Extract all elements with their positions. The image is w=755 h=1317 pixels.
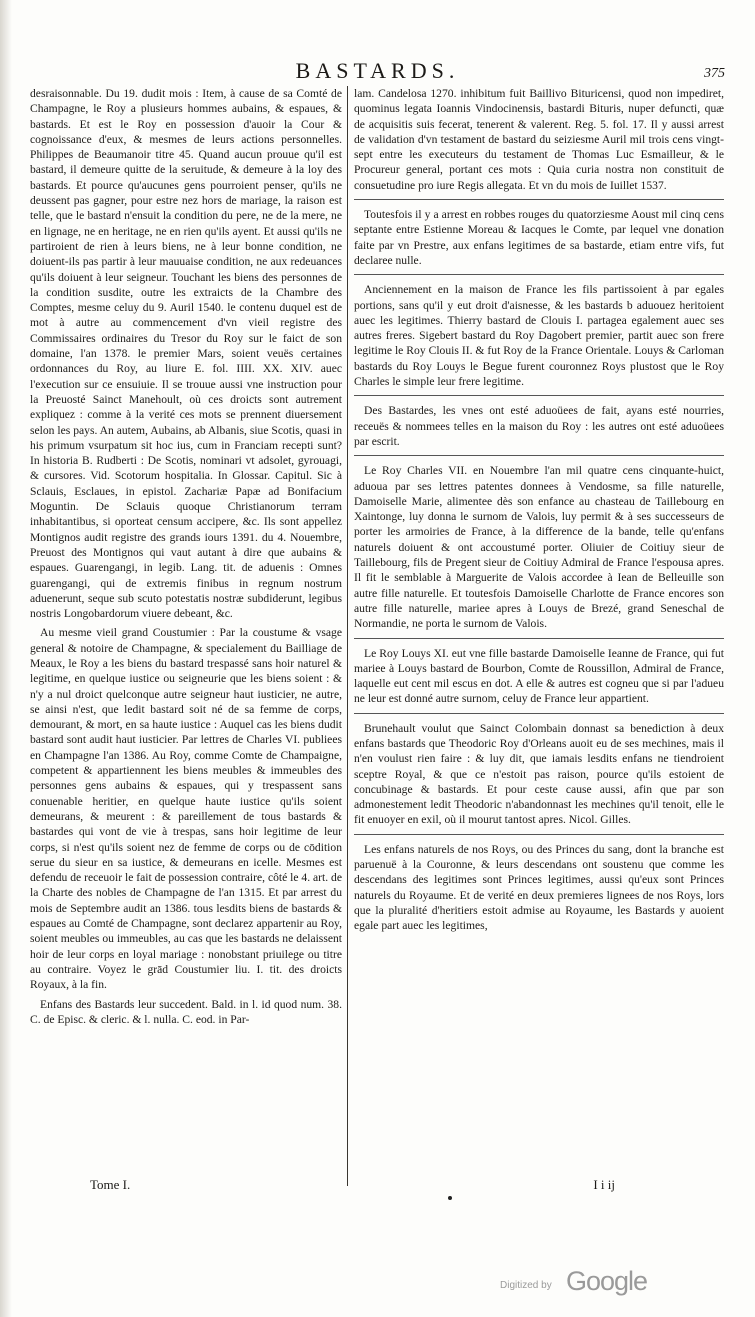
signature-mark: I i ij [593, 1177, 615, 1192]
paragraph: Le Roy Charles VII. en Nouembre l'an mil quatre cens cinquante-huict, aduoua par ses lettres patentes donnees à Vendosme, sa fille naturelle, Damoiselle Marie, alimentee dès son enfance au chasteau de Taillebourg en Xaintonge, luy donna le surnom de Valois, luy permit & à ses successeurs de porter les armoiries de France, à la difference de la bande, telle qu'enfans naturels doiuent & ont accoustumé porter. Oliuier de Coitiuy sieur de Taillebourg, fils de Pregent sieur de Coitiuy Admiral de France l'espousa apres. Il fit le semblable à Marguerite de Valois accordee à Iean de Belleuille son autre fille naturelle. Et toutesfois Damoiselle Charlotte de France encores son autre fille naturelle, mariee apres à Louys de Brezé, grand Seneschal de Normandie, ne porta le surnom de Valois. [354, 464, 724, 631]
paragraph: Des Bastardes, les vnes ont esté aduoüees de fait, ayans esté nourries, receuës & nommees telles en la maison du Roy : les autres ont esté aduoüees par escrit. [354, 404, 724, 448]
paragraph: Les enfans naturels de nos Roys, ou des Princes du sang, dont la branche est paruenuë à la Couronne, & leurs descendans ont soustenu que comme les descendans des legitimes sont Princes legitimes, aussi qu'eux sont Princes naturels du Royaume. Et de verité en deux premieres lignees de nos Roys, lors que la pluralité d'heritiers estoit admise au Royaume, les Bastards y auoient egale part auec les legitimes, [354, 842, 724, 933]
ink-dot [448, 1196, 452, 1200]
paragraph: lam. Candelosa 1270. inhibitum fuit Baillivo Bituricensi, quod non impediret, quominus legata Ioannis Vindocinensis, bastardi Bituris, nuper defuncti, quæ de acquisitis suis fecerat, tenerent & valerent. Reg. 5. fol. 17. Il y aussi arrest de validation d'vn testament de bastard du seiziesme Auril mil trois cens vingt-sept entre les executeurs du testament de Thomas Luc Esmailleur, & le Procureur general, portant ces mots : Quia curia nostra non constituit de consuetudine pro iure Regis allegata. Et vn du mois de Iuillet 1537. [354, 87, 724, 192]
paragraph: Au mesme vieil grand Coustumier : Par la coustume & vsage general & notoire de Champagne, & specialement du Bailliage de Meaux, le Roy a les biens du bastard trespassé sans hoir naturel & legitime, en quelque iustice ou seigneurie que les biens soient : & n'y a nul droict quelconque autre seigneur haut iusticier, ne autre, se ainsi n'est, que ledit bastard soit né de sa femme de corps, demourant, & mort, en sa haute iustice : Auquel cas les biens dudit bastard sont audit haut iusticier. Par lettres de Charles VI. publiees en Champagne l'an 1386. Au Roy, comme Comte de Champaigne, competent & appartiennent les biens meubles & immeubles des personnes gens aubains & espaues, qui y trespassent sans conuenable heritier, en quelque haute iustice qu'ils soient demeurans, & meurent : & pareillement de tous bastards & bastardes qui vont de vie à trespas, sans hoir legitime de leur corps, si n'est qu'ils soient nez de femme de corps ou de cōdition serue du sieur en sa iustice, & demeurans en icelle. Mesmes est defendu de receuoir le fait de possession contraire, côté le 4. art. de la Charte des nobles de Champagne de l'an 1315. Et par arrest du mois de Septembre audit an 1386. tous lesdits biens de bastards & espaues au Comté de Champagne, sont declarez appartenir au Roy, soient meubles ou immeubles, au cas que les bastards ne delaissent hoir de leur corps en loyal mariage : nonobstant priuilege ou titre au contraire. Voyez le grād Coustumier liu. I. tit. des droicts Royaux, à la fin. [30, 626, 342, 992]
paragraph-divider [354, 455, 724, 456]
paragraph: Enfans des Bastards leur succedent. Bald. in l. id quod num. 38. C. de Episc. & cleric. & l. nulla. C. eod. in Par- [30, 997, 342, 1026]
running-title: BASTARDS. [295, 58, 460, 83]
column-rule [347, 86, 348, 1186]
left-column [30, 86, 342, 1031]
digitized-watermark [500, 1266, 648, 1300]
page-gutter-shadow [0, 0, 12, 1317]
page-number: 375 [704, 66, 725, 81]
paragraph-divider [354, 395, 724, 396]
paragraph: Anciennement en la maison de France les fils partissoient à par egales portions, sans qu'il y eut droit d'aisnesse, & les bastards b aduouez heritoient auec les legitimes. Thierry bastard de Clouis I. partagea egalement auec ses autres freres. Sigebert bastard du Roy Dagobert premier, partit auec son frere legitime le Roy Clouis II. & fut Roy de la France Orientale. Louys & Carloman bastards du Roy Louys le Begue furent couronnez Roys plustost que le Roy Charles le simple leur frere legitime. [354, 283, 724, 389]
paragraph: Brunehault voulut que Sainct Colombain donnast sa benediction à deux enfans bastards que Theodoric Roy d'Orleans auoit eu de ses mechines, mais il n'en voulust rien faire : & luy dit, que iamais lesdits enfans ne tiendroient sceptre Royal, & que ce n'estoit pas raison, pource qu'ils estoient de concubinage & bastards. Et pour ceste cause aussi, afin que par son admonestement ledit Theodoric n'abandonnast les mechines qu'il tenoit, elle le fit enuoyer en exil, où il mourut tantost apres. Nicol. Gilles. [354, 721, 724, 827]
paragraph-divider [354, 274, 724, 275]
paragraph-divider [354, 834, 724, 835]
right-column [354, 86, 724, 938]
volume-label: Tome I. [90, 1177, 131, 1192]
google-logo: Google [566, 1266, 648, 1296]
page-footer [30, 1177, 725, 1195]
paragraph: Le Roy Louys XI. eut vne fille bastarde Damoiselle Ieanne de France, qui fut mariee à Louys bastard de Bourbon, Comte de Roussillon, Admiral de France, laquelle eut cent mil escus en dot. A elle & autres est cogneu que si par l'adueu ne leur est donné autre surnom, celuy de France leur appartient. [354, 646, 724, 706]
paragraph-divider [354, 638, 724, 639]
digitized-label: Digitized by [500, 1280, 552, 1291]
paragraph-divider [354, 199, 724, 200]
paragraph: desraisonnable. Du 19. dudit mois : Item, à cause de sa Comté de Champagne, le Roy a plusieurs hommes aubains, & espaues, & bastards. Et est le Roy en possession d'auoir la Cour & cognoissance d'eux, & mesmes de leurs actions personnelles. Philippes de Beaumanoir titre 45. Quand aucun prouue qu'il est bastard, il demeure quitte de la seruitude, & demeure à la loy des bastards. Et pource qu'aucunes gens pourroient penser, qu'ils ne deussent pas gagner, pour estre nez hors de mariage, la raison est telle, que le bastard n'ensuit la condition du pere, ne de la mere, ne en lignage, ne en heritage, ne en rien qu'ils ayent. Et aussi qu'ils ne partiroient de rien à leurs biens, ne à leur bonne condition, ne doiuent-ils pas partir à leur mauuaise condition, ne aux redeuances qu'ils doiuent à leur seigneur. Touchant les biens des personnes de la condition susdite, outre les extraicts de la Chambre des Comptes, mesme celuy du 9. Auril 1540. le contenu duquel est de mot à autre au commencement d'vn vieil registre des Commissaires ordinaires du Tresor du Roy sur le faict de son domaine, l'an 1378. le premier Mars, soient veuës certaines ordonnances du Roy, au liure E. fol. IIII. XX. XIV. auec l'execution sur ce ensuiuie. Il se trouue aussi vne instruction pour la Preuosté Sainct Manehoult, où ces droicts sont autrement expliquez : comme à la verité ces mots se prennent diuersement selon les pays. An autem, Aubains, ab Albanis, siue Scotis, quasi in his primum vsurpatum sit hoc ius, cum in Franciam recepti sunt? In historia B. Rudberti : De Scotis, nominari vt adsolet, gyrouagi, & cursores. Vid. Scotorum hospitalia. In Glossar. Capitul. Sic à Sclauis, Esclaues, in epistol. Zachariæ Papæ ad Bonifacium Moguntin. De Sclauis quoque Christianorum terram inhabitantibus, si oporteat censum accipere, &c. Ils sont appellez Montignos audit registre des grands iours 1391. du 4. Nouembre, Preuost des Montignos qui vaut autant à dire que aubains & espaues. Guarengangi, in legib. Lang. tit. de aduenis : Omnes guarengangi, qui de extremis finibus in regnum nostrum aduenerunt, seque sub scuto potestatis nostræ subdiderunt, legibus nostris Longobardorum viuere debeant, &c. [30, 87, 342, 621]
paragraph: Toutesfois il y a arrest en robbes rouges du quatorziesme Aoust mil cinq cens septante entre Estienne Moreau & Iacques le Comte, par lequel vne donation faite par vn Prestre, aux enfans legitimes de sa bastarde, etiam entre vifs, fut declaree nulle. [354, 208, 724, 267]
paragraph-divider [354, 713, 724, 714]
page-header [30, 58, 725, 86]
